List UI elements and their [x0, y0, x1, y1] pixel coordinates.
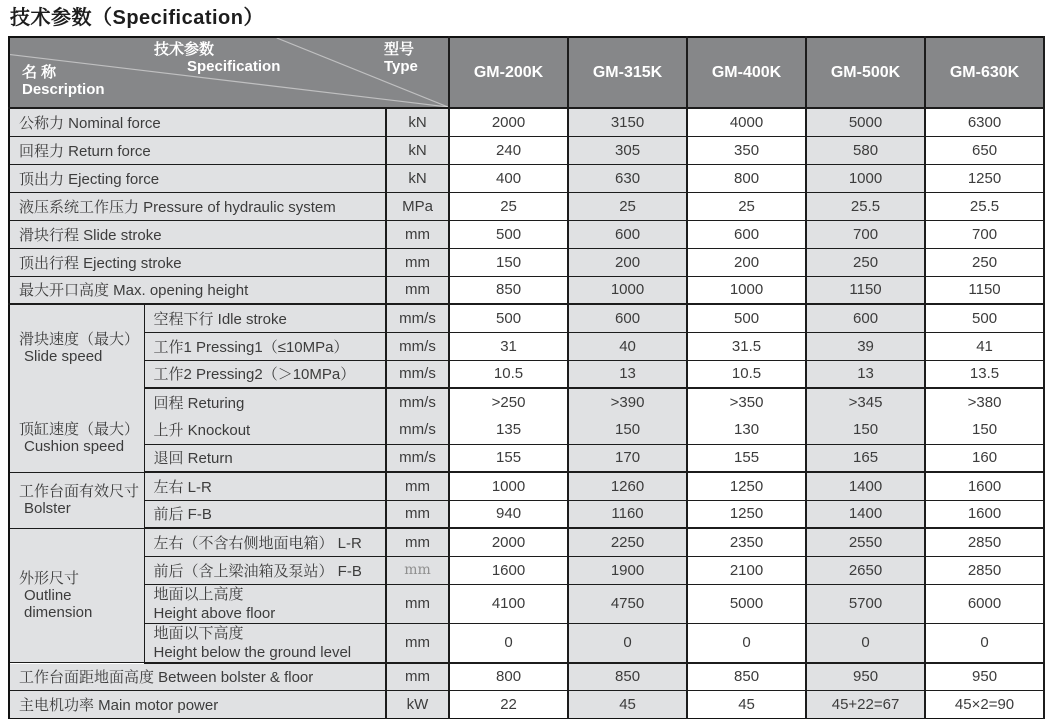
- row-label-cell: 回程 Returing: [144, 388, 386, 416]
- value-cell: 45×2=90: [925, 691, 1044, 719]
- unit-cell: mm/s: [386, 416, 449, 444]
- corner-spec-en: Specification: [187, 58, 281, 75]
- value-cell: 5700: [806, 584, 925, 623]
- row-label-cell: 上升 Knockout: [144, 416, 386, 444]
- spec-row: [9, 332, 1044, 360]
- group-label: [10, 570, 144, 621]
- unit-cell: mm: [386, 472, 449, 500]
- unit-cell: mm/s: [386, 388, 449, 416]
- group-label: [19, 331, 139, 365]
- value-cell: 1160: [568, 500, 687, 528]
- value-cell: 4100: [449, 584, 568, 623]
- value-cell: 1600: [449, 556, 568, 584]
- value-cell: 800: [449, 663, 568, 691]
- spec-row: [9, 691, 1044, 719]
- group-label-en: Bolster: [24, 500, 71, 517]
- unit-cell: kN: [386, 164, 449, 192]
- corner-name-en: Description: [22, 81, 105, 98]
- value-cell: >345: [806, 388, 925, 416]
- group-label-cell: [9, 472, 144, 528]
- row-label-cell: 退回 Return: [144, 444, 386, 472]
- unit-cell: kN: [386, 108, 449, 136]
- row-label-cell: 左右（不含右侧地面电箱） L-R: [144, 528, 386, 556]
- value-cell: 13.5: [925, 360, 1044, 388]
- corner-type-zh: 型号: [384, 41, 415, 58]
- spec-row: [9, 388, 1044, 416]
- model-header-gm-400k: GM-400K: [687, 37, 806, 108]
- corner-label-type: [384, 41, 418, 75]
- value-cell: 39: [806, 332, 925, 360]
- value-cell: 305: [568, 136, 687, 164]
- value-cell: 1400: [806, 500, 925, 528]
- spec-row: [9, 220, 1044, 248]
- group-label-cell: [9, 528, 144, 663]
- spec-row: [9, 500, 1044, 528]
- spec-row: [9, 416, 1044, 444]
- row-label-cell: 顶出力 Ejecting force: [9, 164, 386, 192]
- row-label-cell: 工作1 Pressing1（≤10MPa）: [144, 332, 386, 360]
- row-label-cell: [144, 623, 386, 663]
- group-label-en: Outline dimension: [24, 586, 93, 621]
- value-cell: 950: [925, 663, 1044, 691]
- value-cell: 150: [449, 248, 568, 276]
- value-cell: >390: [568, 388, 687, 416]
- value-cell: 1150: [806, 276, 925, 304]
- value-cell: 950: [806, 663, 925, 691]
- value-cell: 0: [449, 623, 568, 663]
- row-label-cell: 前后 F-B: [144, 500, 386, 528]
- value-cell: 250: [806, 248, 925, 276]
- group-label-en: Cushion speed: [24, 438, 125, 455]
- row-label-cell: 主电机功率 Main motor power: [9, 691, 386, 719]
- row-label-cell: 液压系统工作压力 Pressure of hydraulic system: [9, 192, 386, 220]
- row-label-cell: 公称力 Nominal force: [9, 108, 386, 136]
- value-cell: 240: [449, 136, 568, 164]
- value-cell: 500: [449, 304, 568, 332]
- table-corner-cell: [9, 37, 449, 108]
- value-cell: 2350: [687, 528, 806, 556]
- value-cell: 800: [687, 164, 806, 192]
- unit-cell: mm/s: [386, 332, 449, 360]
- unit-cell: kN: [386, 136, 449, 164]
- value-cell: 350: [687, 136, 806, 164]
- unit-cell: mm: [386, 556, 449, 584]
- group-label-zh: 顶缸速度（最大）: [19, 421, 140, 438]
- unit-cell: mm: [386, 500, 449, 528]
- row-label-line: Height above floor: [153, 604, 276, 622]
- value-cell: 25: [687, 192, 806, 220]
- spec-row: [9, 663, 1044, 691]
- value-cell: 45: [687, 691, 806, 719]
- value-cell: 0: [568, 623, 687, 663]
- row-label-cell: 滑块行程 Slide stroke: [9, 220, 386, 248]
- value-cell: 2000: [449, 108, 568, 136]
- value-cell: 31: [449, 332, 568, 360]
- unit-cell: mm/s: [386, 360, 449, 388]
- value-cell: >250: [449, 388, 568, 416]
- row-label-cell: 顶出行程 Ejecting stroke: [9, 248, 386, 276]
- corner-label-description: [22, 64, 105, 98]
- value-cell: 4750: [568, 584, 687, 623]
- spec-row: [9, 528, 1044, 556]
- row-label-line: 地面以下高度: [153, 624, 244, 642]
- spec-row: [9, 360, 1044, 388]
- value-cell: 700: [925, 220, 1044, 248]
- value-cell: 200: [568, 248, 687, 276]
- row-label-line: Height below the ground level: [153, 643, 352, 661]
- value-cell: 150: [568, 416, 687, 444]
- group-label-zh: 滑块速度（最大）: [19, 331, 140, 348]
- group-label: [10, 483, 144, 517]
- value-cell: 1000: [687, 276, 806, 304]
- spec-row: [9, 136, 1044, 164]
- row-label-cell: 空程下行 Idle stroke: [144, 304, 386, 332]
- group-label-cell: [9, 304, 144, 472]
- value-cell: 1000: [568, 276, 687, 304]
- corner-name-zh: 名 称: [22, 64, 57, 81]
- row-label-line: 地面以上高度: [153, 585, 244, 603]
- value-cell: 2850: [925, 528, 1044, 556]
- unit-cell: mm: [386, 663, 449, 691]
- value-cell: 1250: [925, 164, 1044, 192]
- spec-row: [9, 444, 1044, 472]
- value-cell: 500: [925, 304, 1044, 332]
- value-cell: 500: [449, 220, 568, 248]
- value-cell: 850: [568, 663, 687, 691]
- value-cell: 630: [568, 164, 687, 192]
- value-cell: 940: [449, 500, 568, 528]
- value-cell: 5000: [806, 108, 925, 136]
- header-row: [9, 37, 1044, 108]
- value-cell: 165: [806, 444, 925, 472]
- unit-cell: MPa: [386, 192, 449, 220]
- value-cell: 41: [925, 332, 1044, 360]
- value-cell: 600: [568, 304, 687, 332]
- unit-cell: mm: [386, 248, 449, 276]
- value-cell: 1000: [806, 164, 925, 192]
- value-cell: 1000: [449, 472, 568, 500]
- model-header-gm-630k: GM-630K: [925, 37, 1044, 108]
- model-header-gm-200k: GM-200K: [449, 37, 568, 108]
- value-cell: 10.5: [449, 360, 568, 388]
- spec-row: [9, 108, 1044, 136]
- spec-row: [9, 556, 1044, 584]
- unit-cell: mm: [386, 584, 449, 623]
- corner-type-en: Type: [384, 58, 418, 75]
- spec-row: [9, 623, 1044, 663]
- value-cell: >350: [687, 388, 806, 416]
- value-cell: 3150: [568, 108, 687, 136]
- value-cell: 1600: [925, 472, 1044, 500]
- value-cell: 650: [925, 136, 1044, 164]
- value-cell: 31.5: [687, 332, 806, 360]
- value-cell: 130: [687, 416, 806, 444]
- value-cell: 2650: [806, 556, 925, 584]
- value-cell: 500: [687, 304, 806, 332]
- corner-spec-zh: 技术参数: [154, 41, 215, 58]
- value-cell: 600: [687, 220, 806, 248]
- value-cell: 1900: [568, 556, 687, 584]
- spec-row: [9, 472, 1044, 500]
- row-label-cell: 左右 L-R: [144, 472, 386, 500]
- value-cell: 6300: [925, 108, 1044, 136]
- value-cell: 4000: [687, 108, 806, 136]
- value-cell: 1260: [568, 472, 687, 500]
- value-cell: 700: [806, 220, 925, 248]
- value-cell: 150: [925, 416, 1044, 444]
- value-cell: 0: [687, 623, 806, 663]
- page-title: 技术参数（Specification）: [10, 7, 264, 29]
- group-label-zh: 工作台面有效尺寸: [19, 483, 140, 500]
- value-cell: 155: [449, 444, 568, 472]
- value-cell: 600: [568, 220, 687, 248]
- group-label: [19, 421, 139, 455]
- row-label-cell: 前后（含上梁油箱及泵站） F-B: [144, 556, 386, 584]
- row-label-cell: [144, 584, 386, 623]
- unit-cell: mm/s: [386, 304, 449, 332]
- value-cell: 2850: [925, 556, 1044, 584]
- value-cell: 1150: [925, 276, 1044, 304]
- value-cell: 25: [449, 192, 568, 220]
- value-cell: 25: [568, 192, 687, 220]
- spec-table: [8, 36, 1045, 719]
- row-label-cell: 工作2 Pressing2（＞10MPa）: [144, 360, 386, 388]
- spec-row: [9, 164, 1044, 192]
- value-cell: 2550: [806, 528, 925, 556]
- value-cell: 25.5: [806, 192, 925, 220]
- value-cell: 2250: [568, 528, 687, 556]
- value-cell: 600: [806, 304, 925, 332]
- corner-label-specification: [154, 41, 280, 75]
- value-cell: 0: [925, 623, 1044, 663]
- value-cell: 1600: [925, 500, 1044, 528]
- value-cell: 1250: [687, 472, 806, 500]
- value-cell: 5000: [687, 584, 806, 623]
- value-cell: 160: [925, 444, 1044, 472]
- value-cell: 10.5: [687, 360, 806, 388]
- value-cell: 200: [687, 248, 806, 276]
- unit-cell: mm: [386, 528, 449, 556]
- value-cell: 1400: [806, 472, 925, 500]
- value-cell: 170: [568, 444, 687, 472]
- spec-row: [9, 248, 1044, 276]
- unit-cell: mm: [386, 623, 449, 663]
- group-label-en: Slide speed: [24, 348, 103, 365]
- value-cell: 250: [925, 248, 1044, 276]
- value-cell: 850: [449, 276, 568, 304]
- row-label-cell: 回程力 Return force: [9, 136, 386, 164]
- spec-row: [9, 304, 1044, 332]
- value-cell: 2000: [449, 528, 568, 556]
- value-cell: 580: [806, 136, 925, 164]
- value-cell: 6000: [925, 584, 1044, 623]
- row-label-cell: 工作台面距地面高度 Between bolster & floor: [9, 663, 386, 691]
- value-cell: 45+22=67: [806, 691, 925, 719]
- group-label-zh: 外形尺寸: [19, 569, 80, 587]
- value-cell: 40: [568, 332, 687, 360]
- model-header-gm-500k: GM-500K: [806, 37, 925, 108]
- row-label-cell: 最大开口高度 Max. opening height: [9, 276, 386, 304]
- unit-cell: mm: [386, 220, 449, 248]
- value-cell: 13: [568, 360, 687, 388]
- value-cell: 2100: [687, 556, 806, 584]
- value-cell: 25.5: [925, 192, 1044, 220]
- value-cell: 13: [806, 360, 925, 388]
- spec-row: [9, 276, 1044, 304]
- value-cell: 45: [568, 691, 687, 719]
- value-cell: >380: [925, 388, 1044, 416]
- value-cell: 135: [449, 416, 568, 444]
- value-cell: 850: [687, 663, 806, 691]
- value-cell: 1250: [687, 500, 806, 528]
- value-cell: 150: [806, 416, 925, 444]
- spec-row: [9, 192, 1044, 220]
- unit-cell: kW: [386, 691, 449, 719]
- value-cell: 22: [449, 691, 568, 719]
- unit-cell: mm/s: [386, 444, 449, 472]
- value-cell: 400: [449, 164, 568, 192]
- value-cell: 155: [687, 444, 806, 472]
- model-header-gm-315k: GM-315K: [568, 37, 687, 108]
- unit-cell: mm: [386, 276, 449, 304]
- spec-row: [9, 584, 1044, 623]
- value-cell: 0: [806, 623, 925, 663]
